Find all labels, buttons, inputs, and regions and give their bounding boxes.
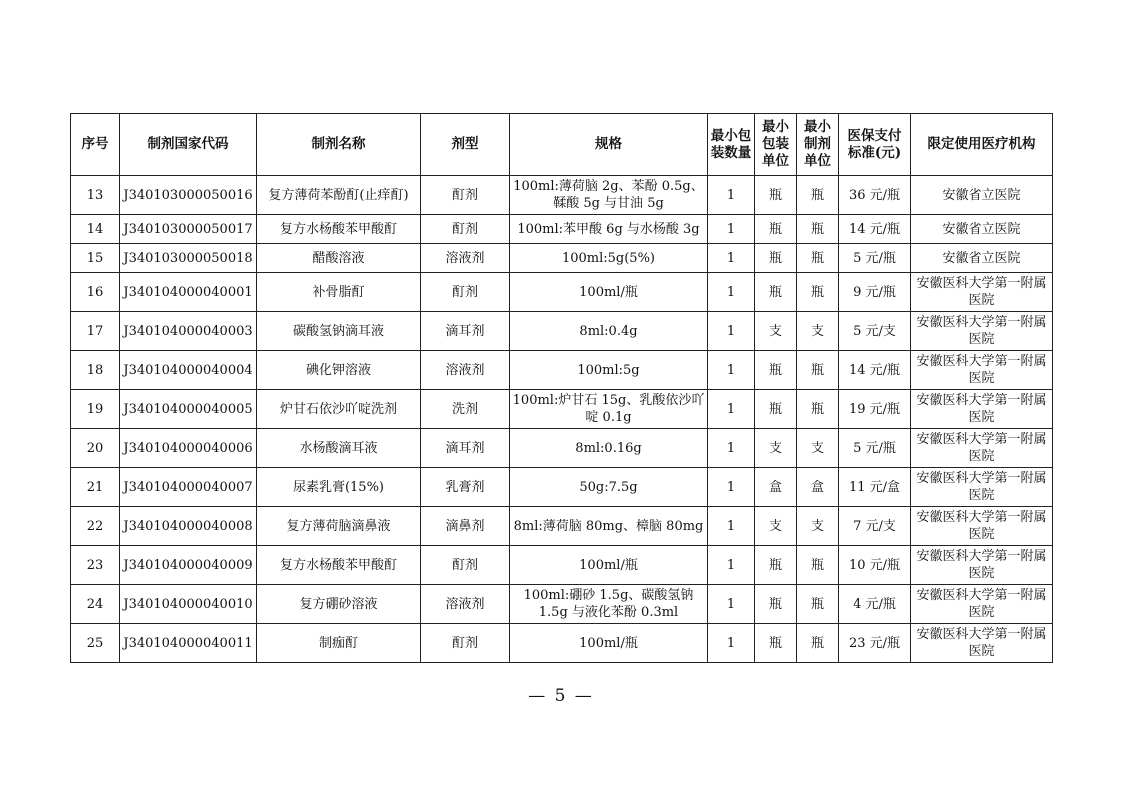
cell-pack-unit: 瓶 bbox=[755, 215, 797, 244]
cell-name: 尿素乳膏(15%) bbox=[257, 468, 421, 507]
cell-form: 滴鼻剂 bbox=[421, 507, 510, 546]
cell-name: 复方水杨酸苯甲酸酊 bbox=[257, 546, 421, 585]
cell-price: 4 元/瓶 bbox=[839, 585, 911, 624]
cell-name: 水杨酸滴耳液 bbox=[257, 429, 421, 468]
cell-form: 溶液剂 bbox=[421, 244, 510, 273]
cell-institution: 安徽医科大学第一附属医院 bbox=[911, 351, 1053, 390]
cell-pack-qty: 1 bbox=[708, 429, 755, 468]
cell-pack-qty: 1 bbox=[708, 468, 755, 507]
cell-unit: 支 bbox=[797, 312, 839, 351]
cell-institution: 安徽医科大学第一附属医院 bbox=[911, 312, 1053, 351]
cell-institution: 安徽医科大学第一附属医院 bbox=[911, 429, 1053, 468]
cell-institution: 安徽医科大学第一附属医院 bbox=[911, 546, 1053, 585]
cell-price: 19 元/瓶 bbox=[839, 390, 911, 429]
header-name: 制剂名称 bbox=[257, 114, 421, 176]
cell-name: 复方硼砂溶液 bbox=[257, 585, 421, 624]
cell-spec: 8ml:0.16g bbox=[510, 429, 708, 468]
cell-price: 5 元/瓶 bbox=[839, 429, 911, 468]
table-row bbox=[71, 351, 1053, 390]
table-row bbox=[71, 312, 1053, 351]
table-row bbox=[71, 215, 1053, 244]
cell-pack-unit: 瓶 bbox=[755, 176, 797, 215]
cell-unit: 瓶 bbox=[797, 351, 839, 390]
cell-code: J340104000040007 bbox=[120, 468, 257, 507]
table-row bbox=[71, 176, 1053, 215]
cell-name: 炉甘石依沙吖啶洗剂 bbox=[257, 390, 421, 429]
cell-price: 14 元/瓶 bbox=[839, 215, 911, 244]
cell-index: 18 bbox=[71, 351, 120, 390]
cell-spec: 100ml:薄荷脑 2g、苯酚 0.5g、鞣酸 5g 与甘油 5g bbox=[510, 176, 708, 215]
cell-name: 补骨脂酊 bbox=[257, 273, 421, 312]
cell-name: 碘化钾溶液 bbox=[257, 351, 421, 390]
cell-index: 19 bbox=[71, 390, 120, 429]
cell-institution: 安徽省立医院 bbox=[911, 215, 1053, 244]
cell-pack-unit: 支 bbox=[755, 429, 797, 468]
cell-spec: 8ml:薄荷脑 80mg、樟脑 80mg bbox=[510, 507, 708, 546]
table-row bbox=[71, 273, 1053, 312]
cell-code: J340104000040008 bbox=[120, 507, 257, 546]
cell-unit: 支 bbox=[797, 507, 839, 546]
cell-name: 醋酸溶液 bbox=[257, 244, 421, 273]
cell-form: 酊剂 bbox=[421, 624, 510, 663]
cell-pack-unit: 瓶 bbox=[755, 624, 797, 663]
cell-unit: 瓶 bbox=[797, 390, 839, 429]
cell-pack-unit: 盒 bbox=[755, 468, 797, 507]
cell-code: J340104000040004 bbox=[120, 351, 257, 390]
cell-index: 16 bbox=[71, 273, 120, 312]
cell-spec: 8ml:0.4g bbox=[510, 312, 708, 351]
cell-code: J340103000050017 bbox=[120, 215, 257, 244]
table-row bbox=[71, 429, 1053, 468]
cell-unit: 瓶 bbox=[797, 244, 839, 273]
cell-spec: 100ml/瓶 bbox=[510, 273, 708, 312]
cell-unit: 瓶 bbox=[797, 624, 839, 663]
cell-spec: 50g:7.5g bbox=[510, 468, 708, 507]
cell-pack-unit: 支 bbox=[755, 507, 797, 546]
cell-name: 复方薄荷苯酚酊(止痒酊) bbox=[257, 176, 421, 215]
cell-price: 7 元/支 bbox=[839, 507, 911, 546]
cell-price: 9 元/瓶 bbox=[839, 273, 911, 312]
cell-pack-unit: 瓶 bbox=[755, 244, 797, 273]
header-row bbox=[71, 114, 1053, 176]
cell-form: 酊剂 bbox=[421, 273, 510, 312]
cell-index: 21 bbox=[71, 468, 120, 507]
cell-spec: 100ml:5g(5%) bbox=[510, 244, 708, 273]
cell-form: 酊剂 bbox=[421, 546, 510, 585]
cell-code: J340104000040003 bbox=[120, 312, 257, 351]
cell-institution: 安徽医科大学第一附属医院 bbox=[911, 390, 1053, 429]
cell-spec: 100ml/瓶 bbox=[510, 624, 708, 663]
page-number: — 5 — bbox=[528, 686, 594, 706]
cell-price: 11 元/盒 bbox=[839, 468, 911, 507]
cell-spec: 100ml:硼砂 1.5g、碳酸氢钠 1.5g 与液化苯酚 0.3ml bbox=[510, 585, 708, 624]
cell-price: 10 元/瓶 bbox=[839, 546, 911, 585]
cell-institution: 安徽省立医院 bbox=[911, 244, 1053, 273]
cell-unit: 瓶 bbox=[797, 176, 839, 215]
table-row bbox=[71, 585, 1053, 624]
cell-pack-qty: 1 bbox=[708, 585, 755, 624]
cell-unit: 瓶 bbox=[797, 215, 839, 244]
header-code: 制剂国家代码 bbox=[120, 114, 257, 176]
cell-unit: 瓶 bbox=[797, 546, 839, 585]
header-pack-unit: 最小包装单位 bbox=[755, 114, 797, 176]
cell-unit: 盒 bbox=[797, 468, 839, 507]
cell-spec: 100ml:炉甘石 15g、乳酸依沙吖啶 0.1g bbox=[510, 390, 708, 429]
cell-form: 滴耳剂 bbox=[421, 312, 510, 351]
cell-pack-qty: 1 bbox=[708, 390, 755, 429]
cell-pack-qty: 1 bbox=[708, 546, 755, 585]
cell-index: 14 bbox=[71, 215, 120, 244]
cell-unit: 瓶 bbox=[797, 273, 839, 312]
cell-pack-qty: 1 bbox=[708, 351, 755, 390]
cell-pack-unit: 瓶 bbox=[755, 585, 797, 624]
cell-code: J340103000050016 bbox=[120, 176, 257, 215]
cell-name: 复方水杨酸苯甲酸酊 bbox=[257, 215, 421, 244]
cell-pack-qty: 1 bbox=[708, 215, 755, 244]
cell-name: 制痂酊 bbox=[257, 624, 421, 663]
header-index: 序号 bbox=[71, 114, 120, 176]
cell-index: 23 bbox=[71, 546, 120, 585]
drug-price-table bbox=[70, 113, 1053, 663]
cell-index: 13 bbox=[71, 176, 120, 215]
cell-price: 14 元/瓶 bbox=[839, 351, 911, 390]
cell-form: 溶液剂 bbox=[421, 351, 510, 390]
table-row bbox=[71, 546, 1053, 585]
cell-pack-qty: 1 bbox=[708, 244, 755, 273]
cell-pack-qty: 1 bbox=[708, 312, 755, 351]
header-pack-qty: 最小包装数量 bbox=[708, 114, 755, 176]
header-spec: 规格 bbox=[510, 114, 708, 176]
cell-price: 36 元/瓶 bbox=[839, 176, 911, 215]
cell-code: J340104000040010 bbox=[120, 585, 257, 624]
cell-pack-qty: 1 bbox=[708, 507, 755, 546]
cell-index: 22 bbox=[71, 507, 120, 546]
cell-spec: 100ml:苯甲酸 6g 与水杨酸 3g bbox=[510, 215, 708, 244]
cell-price: 23 元/瓶 bbox=[839, 624, 911, 663]
cell-code: J340104000040009 bbox=[120, 546, 257, 585]
cell-institution: 安徽医科大学第一附属医院 bbox=[911, 585, 1053, 624]
table-row bbox=[71, 468, 1053, 507]
header-price: 医保支付标准(元) bbox=[839, 114, 911, 176]
cell-code: J340104000040001 bbox=[120, 273, 257, 312]
cell-spec: 100ml/瓶 bbox=[510, 546, 708, 585]
cell-institution: 安徽医科大学第一附属医院 bbox=[911, 273, 1053, 312]
cell-form: 洗剂 bbox=[421, 390, 510, 429]
cell-pack-qty: 1 bbox=[708, 176, 755, 215]
cell-code: J340104000040011 bbox=[120, 624, 257, 663]
header-form: 剂型 bbox=[421, 114, 510, 176]
cell-index: 20 bbox=[71, 429, 120, 468]
table-row bbox=[71, 507, 1053, 546]
cell-index: 25 bbox=[71, 624, 120, 663]
cell-index: 24 bbox=[71, 585, 120, 624]
cell-form: 酊剂 bbox=[421, 176, 510, 215]
cell-pack-unit: 瓶 bbox=[755, 546, 797, 585]
cell-institution: 安徽医科大学第一附属医院 bbox=[911, 507, 1053, 546]
cell-pack-qty: 1 bbox=[708, 273, 755, 312]
cell-pack-unit: 瓶 bbox=[755, 351, 797, 390]
cell-unit: 支 bbox=[797, 429, 839, 468]
cell-unit: 瓶 bbox=[797, 585, 839, 624]
cell-pack-unit: 瓶 bbox=[755, 273, 797, 312]
cell-code: J340104000040005 bbox=[120, 390, 257, 429]
table-row bbox=[71, 624, 1053, 663]
cell-form: 滴耳剂 bbox=[421, 429, 510, 468]
cell-pack-unit: 支 bbox=[755, 312, 797, 351]
cell-institution: 安徽医科大学第一附属医院 bbox=[911, 624, 1053, 663]
cell-name: 碳酸氢钠滴耳液 bbox=[257, 312, 421, 351]
cell-pack-qty: 1 bbox=[708, 624, 755, 663]
cell-form: 溶液剂 bbox=[421, 585, 510, 624]
header-unit: 最小制剂单位 bbox=[797, 114, 839, 176]
cell-spec: 100ml:5g bbox=[510, 351, 708, 390]
cell-form: 乳膏剂 bbox=[421, 468, 510, 507]
cell-code: J340103000050018 bbox=[120, 244, 257, 273]
cell-form: 酊剂 bbox=[421, 215, 510, 244]
table-row bbox=[71, 244, 1053, 273]
cell-price: 5 元/瓶 bbox=[839, 244, 911, 273]
cell-institution: 安徽省立医院 bbox=[911, 176, 1053, 215]
cell-pack-unit: 瓶 bbox=[755, 390, 797, 429]
cell-code: J340104000040006 bbox=[120, 429, 257, 468]
cell-name: 复方薄荷脑滴鼻液 bbox=[257, 507, 421, 546]
header-institution: 限定使用医疗机构 bbox=[911, 114, 1053, 176]
cell-price: 5 元/支 bbox=[839, 312, 911, 351]
cell-index: 17 bbox=[71, 312, 120, 351]
cell-institution: 安徽医科大学第一附属医院 bbox=[911, 468, 1053, 507]
cell-index: 15 bbox=[71, 244, 120, 273]
table-body bbox=[71, 176, 1053, 663]
table-row bbox=[71, 390, 1053, 429]
